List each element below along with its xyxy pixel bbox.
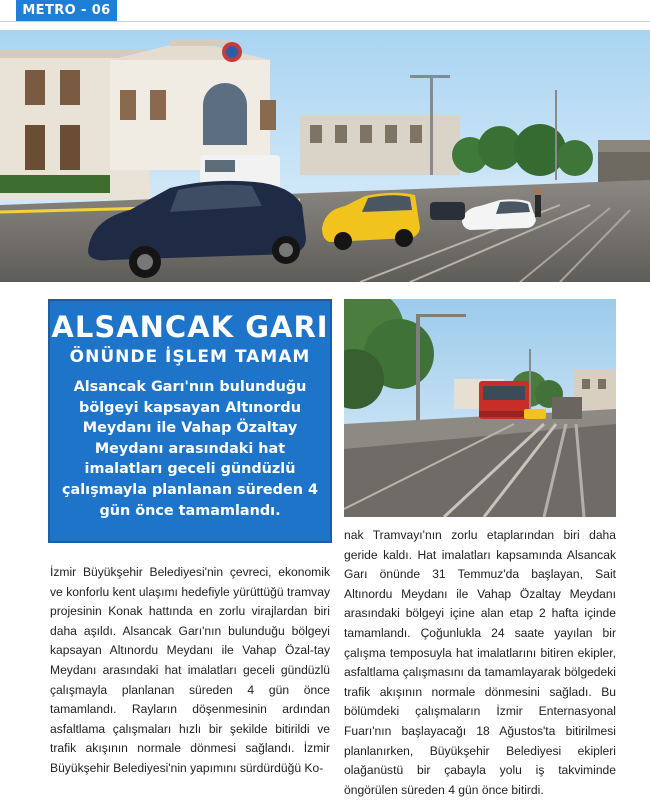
- article-body-right: nak Tramvayı'nın zorlu etaplarından biri daha geride kaldı. Hat imalatları kapsamında Alsancak Garı önünde 31 Temmuz'da başlayan, Sait Altınordu Meydanı ile Vahap Özaltay Meydanı arasındaki bölgeyi içine alan etap 2 hafta içinde tamamlandı. Çoğunlukla 24 saate yayılan bir çalışma temposuyla hat imalatlarını bitiren ekipler, asfaltlama çalışmasını da tamamlayarak bölgedeki trafik akışının normale dönmesini sağladı. Bu bölümdeki çalışmaların İzmir Enternasyonal Fuarı'nın başlayacağı 18 Ağustos'ta bitirilmesi planlanırken, Büyükşehir Belediyesi ekipleri olağanüstü bir çabayla yolu iş takviminde öngörülen süreden 4 gün önce bitirdi.: [344, 528, 616, 797]
- section-tag: METRO - 06: [16, 0, 117, 21]
- headline-subtitle: ÖNÜNDE İŞLEM TAMAM: [69, 347, 311, 367]
- headline-box: [48, 299, 332, 543]
- headline-title: ALSANCAK GARI: [51, 310, 329, 344]
- headline-lead: Alsancak Garı'nın bulunduğu bölgeyi kapsayan Altınordu Meydanı ile Vahap Özaltay Meydanı arasındaki hat imalatları geceli gündüzlü çalışmayla planlanan süreden 4 gün önce tamamlandı.: [61, 379, 318, 519]
- photo-station-street: [0, 30, 650, 282]
- article-body-left: İzmir Büyükşehir Belediyesi'nin çevreci, ekonomik ve konforlu kent ulaşımı hedefiyle yürüttüğü tramvay projesinin Konak hattında en zorlu virajlardan biri daha aşıldı. Alsancak Garı'nın bulunduğu bölgeyi kapsayan Altınordu Meydanı ile Vahap Özal-tay Meydanı arasındaki hat imalatları geceli gündüzlü çalışmayla planlanan süreden 4 gün önce tamamlandı. Rayların döşenmesinin ardından asfaltlama çalışmaları hızlı bir şekilde bitirildi ve trafik akışının normale dönmesi sağlandı. İzmir Büyükşehir Belediyesi'nin yapımını sürdürdüğü Ko-: [50, 565, 330, 775]
- photo-tram-tracks: [344, 299, 616, 517]
- header-rule: [0, 21, 650, 22]
